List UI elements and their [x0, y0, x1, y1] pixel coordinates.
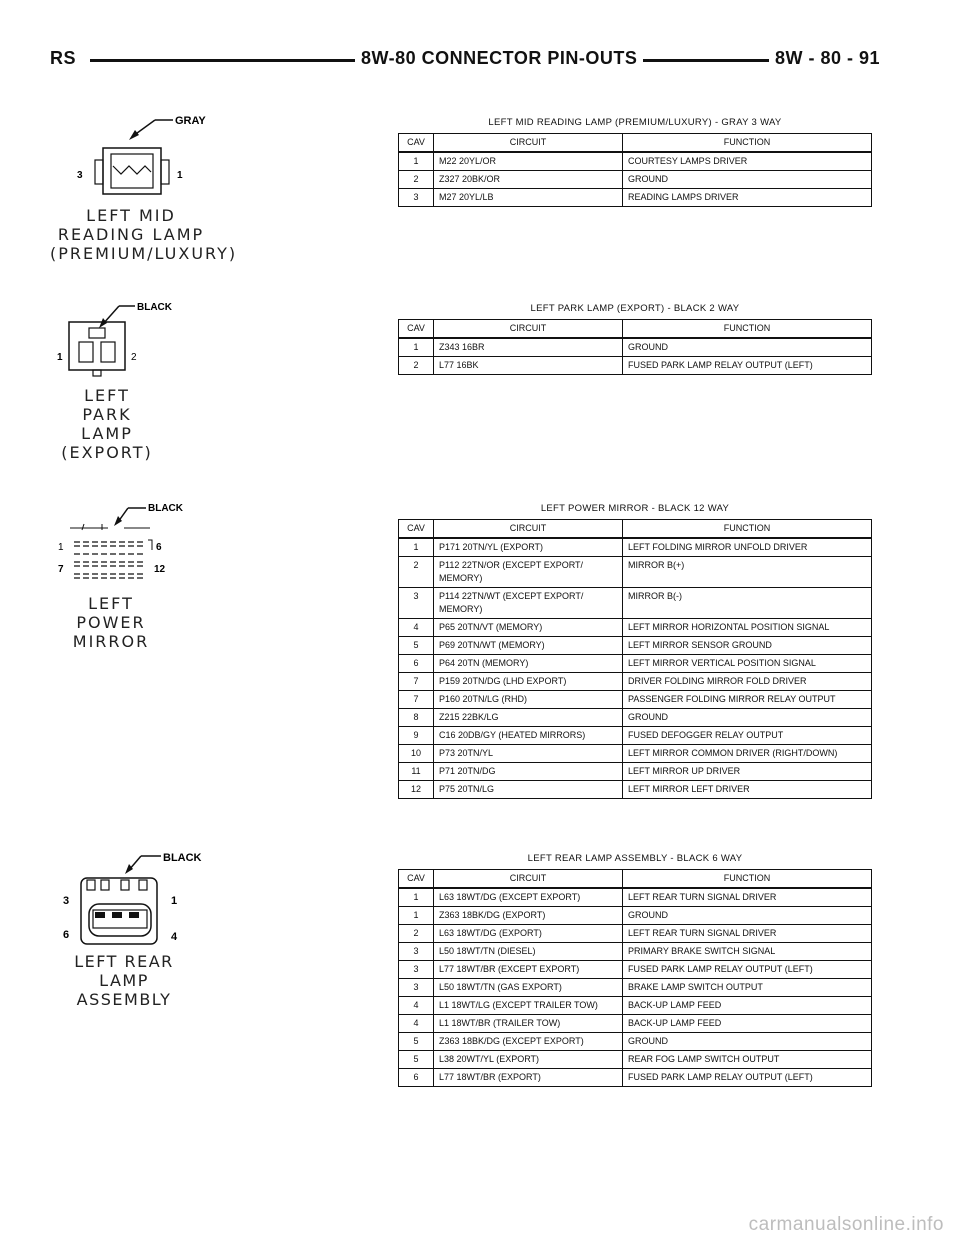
cavity-cell: 3: [399, 979, 434, 997]
table-row: [399, 709, 872, 727]
table-row: [399, 1033, 872, 1051]
function-cell: LEFT MIRROR HORIZONTAL POSITION SIGNAL: [623, 619, 872, 637]
pin-label-bottom-right: 12: [154, 564, 166, 575]
pin-label-top-left: 3: [63, 895, 70, 907]
cavity-cell: 5: [399, 1033, 434, 1051]
cavity-cell: 6: [399, 1069, 434, 1087]
circuit-cell: Z215 22BK/LG: [434, 709, 623, 727]
cavity-cell: 5: [399, 1051, 434, 1069]
pinout-table-rear-lamp: [398, 853, 872, 1087]
circuit-cell: Z343 16BR: [434, 338, 623, 357]
table-row: [399, 338, 872, 357]
circuit-cell: P159 20TN/DG (LHD EXPORT): [434, 673, 623, 691]
table-row: [399, 745, 872, 763]
table-row: [399, 1051, 872, 1069]
circuit-cell: M27 20YL/LB: [434, 189, 623, 207]
table-title: LEFT REAR LAMP ASSEMBLY - BLACK 6 WAY: [527, 853, 743, 864]
column-header: FUNCTION: [623, 134, 872, 153]
pinout-table-power-mirror: [398, 503, 872, 799]
circuit-cell: Z327 20BK/OR: [434, 171, 623, 189]
circuit-cell: L50 18WT/TN (DIESEL): [434, 943, 623, 961]
circuit-cell: Z363 18BK/DG (EXPORT): [434, 907, 623, 925]
cavity-cell: 11: [399, 763, 434, 781]
table-row: [399, 1015, 872, 1033]
pin-label-bottom-right: 4: [171, 931, 178, 943]
function-cell: COURTESY LAMPS DRIVER: [623, 152, 872, 171]
circuit-cell: C16 20DB/GY (HEATED MIRRORS): [434, 727, 623, 745]
column-header: CAV: [399, 520, 434, 539]
table-row: [399, 961, 872, 979]
circuit-cell: P64 20TN (MEMORY): [434, 655, 623, 673]
function-cell: PASSENGER FOLDING MIRROR RELAY OUTPUT: [623, 691, 872, 709]
column-header: FUNCTION: [623, 870, 872, 889]
cavity-cell: 2: [399, 925, 434, 943]
table-row: [399, 763, 872, 781]
function-cell: LEFT MIRROR UP DRIVER: [623, 763, 872, 781]
cavity-cell: 4: [399, 619, 434, 637]
function-cell: LEFT MIRROR LEFT DRIVER: [623, 781, 872, 799]
table-row: [399, 691, 872, 709]
table-row: [399, 637, 872, 655]
cavity-cell: 1: [399, 907, 434, 925]
circuit-cell: L1 18WT/BR (TRAILER TOW): [434, 1015, 623, 1033]
function-cell: LEFT MIRROR VERTICAL POSITION SIGNAL: [623, 655, 872, 673]
cavity-cell: 1: [399, 338, 434, 357]
pinout-table-park-lamp: [398, 303, 872, 375]
table-header-row: [399, 870, 872, 889]
cavity-cell: 12: [399, 781, 434, 799]
function-cell: FUSED DEFOGGER RELAY OUTPUT: [623, 727, 872, 745]
table-row: [399, 997, 872, 1015]
connector-diagram-power-mirror: [52, 498, 192, 588]
connector-caption-park-lamp: LEFT PARK LAMP (EXPORT): [61, 386, 153, 462]
table-header-row: [399, 134, 872, 153]
cavity-cell: 5: [399, 637, 434, 655]
circuit-cell: P112 22TN/OR (EXCEPT EXPORT/ MEMORY): [434, 557, 623, 588]
function-cell: GROUND: [623, 907, 872, 925]
connector-caption-reading-lamp: LEFT MID READING LAMP (PREMIUM/LUXURY): [50, 206, 238, 263]
cavity-cell: 6: [399, 655, 434, 673]
circuit-cell: L77 18WT/BR (EXPORT): [434, 1069, 623, 1087]
pinout-table: [398, 869, 872, 1087]
cavity-cell: 2: [399, 357, 434, 375]
function-cell: DRIVER FOLDING MIRROR FOLD DRIVER: [623, 673, 872, 691]
function-cell: LEFT MIRROR COMMON DRIVER (RIGHT/DOWN): [623, 745, 872, 763]
function-cell: REAR FOG LAMP SWITCH OUTPUT: [623, 1051, 872, 1069]
table-row: [399, 655, 872, 673]
pin-label-left: 1: [57, 352, 63, 363]
table-header-row: [399, 320, 872, 339]
table-row: [399, 189, 872, 207]
cavity-cell: 1: [399, 152, 434, 171]
cavity-cell: 3: [399, 961, 434, 979]
cavity-cell: 7: [399, 673, 434, 691]
watermark: carmanualsonline.info: [748, 1214, 944, 1235]
cavity-cell: 3: [399, 189, 434, 207]
cavity-cell: 4: [399, 997, 434, 1015]
page-header: [50, 44, 880, 72]
table-row: [399, 1069, 872, 1087]
pinout-table: [398, 133, 872, 207]
function-cell: GROUND: [623, 1033, 872, 1051]
circuit-cell: M22 20YL/OR: [434, 152, 623, 171]
connector-diagram-rear-lamp: [55, 848, 215, 948]
connector-caption-power-mirror: LEFT POWER MIRROR: [72, 594, 150, 651]
circuit-cell: L38 20WT/YL (EXPORT): [434, 1051, 623, 1069]
pinout-table: [398, 319, 872, 375]
column-header: CAV: [399, 134, 434, 153]
column-header: FUNCTION: [623, 320, 872, 339]
connector-diagram-park-lamp: [55, 298, 195, 378]
header-left: RS: [44, 48, 82, 69]
cavity-cell: 10: [399, 745, 434, 763]
table-row: [399, 673, 872, 691]
cavity-cell: 8: [399, 709, 434, 727]
table-row: [399, 925, 872, 943]
function-cell: MIRROR B(-): [623, 588, 872, 619]
color-label: GRAY: [175, 115, 206, 127]
color-label: BLACK: [137, 302, 172, 313]
circuit-cell: Z363 18BK/DG (EXCEPT EXPORT): [434, 1033, 623, 1051]
pin-label-bottom-left: 6: [63, 929, 70, 941]
pin-label-right: 2: [131, 352, 137, 363]
table-row: [399, 557, 872, 588]
circuit-cell: P71 20TN/DG: [434, 763, 623, 781]
column-header: CIRCUIT: [434, 870, 623, 889]
column-header: CIRCUIT: [434, 520, 623, 539]
function-cell: LEFT FOLDING MIRROR UNFOLD DRIVER: [623, 538, 872, 557]
pin-label-top-right: 1: [171, 895, 178, 907]
circuit-cell: P65 20TN/VT (MEMORY): [434, 619, 623, 637]
table-title: LEFT POWER MIRROR - BLACK 12 WAY: [540, 503, 730, 514]
circuit-cell: P160 20TN/LG (RHD): [434, 691, 623, 709]
table-title: LEFT MID READING LAMP (PREMIUM/LUXURY) - GRAY 3 WAY: [488, 117, 782, 128]
cavity-cell: 2: [399, 171, 434, 189]
table-row: [399, 538, 872, 557]
circuit-cell: P75 20TN/LG: [434, 781, 623, 799]
function-cell: GROUND: [623, 709, 872, 727]
cavity-cell: 1: [399, 538, 434, 557]
circuit-cell: L63 18WT/DG (EXPORT): [434, 925, 623, 943]
function-cell: FUSED PARK LAMP RELAY OUTPUT (LEFT): [623, 357, 872, 375]
function-cell: BACK-UP LAMP FEED: [623, 1015, 872, 1033]
cavity-cell: 2: [399, 557, 434, 588]
table-row: [399, 781, 872, 799]
column-header: FUNCTION: [623, 520, 872, 539]
circuit-cell: L77 16BK: [434, 357, 623, 375]
circuit-cell: L77 18WT/BR (EXCEPT EXPORT): [434, 961, 623, 979]
color-label: BLACK: [148, 503, 183, 514]
circuit-cell: L63 18WT/DG (EXCEPT EXPORT): [434, 888, 623, 907]
function-cell: READING LAMPS DRIVER: [623, 189, 872, 207]
table-header-row: [399, 520, 872, 539]
column-header: CIRCUIT: [434, 320, 623, 339]
table-row: [399, 171, 872, 189]
pin-label-right: 1: [177, 170, 183, 181]
function-cell: LEFT REAR TURN SIGNAL DRIVER: [623, 888, 872, 907]
circuit-cell: L1 18WT/LG (EXCEPT TRAILER TOW): [434, 997, 623, 1015]
circuit-cell: P69 20TN/WT (MEMORY): [434, 637, 623, 655]
function-cell: BACK-UP LAMP FEED: [623, 997, 872, 1015]
table-row: [399, 152, 872, 171]
function-cell: LEFT REAR TURN SIGNAL DRIVER: [623, 925, 872, 943]
table-row: [399, 619, 872, 637]
pin-label-bottom-left: 7: [58, 564, 64, 575]
function-cell: PRIMARY BRAKE SWITCH SIGNAL: [623, 943, 872, 961]
cavity-cell: 4: [399, 1015, 434, 1033]
connector-caption-rear-lamp: LEFT REAR LAMP ASSEMBLY: [74, 952, 174, 1009]
color-label: BLACK: [163, 852, 202, 864]
cavity-cell: 3: [399, 943, 434, 961]
column-header: CIRCUIT: [434, 134, 623, 153]
table-row: [399, 357, 872, 375]
pin-label-top-left: 1: [58, 542, 64, 553]
table-row: [399, 588, 872, 619]
function-cell: MIRROR B(+): [623, 557, 872, 588]
table-row: [399, 979, 872, 997]
header-page-number: 8W - 80 - 91: [769, 48, 886, 69]
table-row: [399, 943, 872, 961]
connector-diagram-reading-lamp: [55, 108, 215, 208]
cavity-cell: 9: [399, 727, 434, 745]
table-row: [399, 888, 872, 907]
function-cell: GROUND: [623, 338, 872, 357]
column-header: CAV: [399, 320, 434, 339]
table-row: [399, 907, 872, 925]
function-cell: GROUND: [623, 171, 872, 189]
pinout-table: [398, 519, 872, 799]
table-row: [399, 727, 872, 745]
column-header: CAV: [399, 870, 434, 889]
pin-label-left: 3: [77, 170, 83, 181]
circuit-cell: P171 20TN/YL (EXPORT): [434, 538, 623, 557]
function-cell: BRAKE LAMP SWITCH OUTPUT: [623, 979, 872, 997]
function-cell: FUSED PARK LAMP RELAY OUTPUT (LEFT): [623, 1069, 872, 1087]
circuit-cell: P73 20TN/YL: [434, 745, 623, 763]
circuit-cell: P114 22TN/WT (EXCEPT EXPORT/ MEMORY): [434, 588, 623, 619]
function-cell: LEFT MIRROR SENSOR GROUND: [623, 637, 872, 655]
cavity-cell: 1: [399, 888, 434, 907]
header-title: 8W-80 CONNECTOR PIN-OUTS: [355, 48, 643, 69]
circuit-cell: L50 18WT/TN (GAS EXPORT): [434, 979, 623, 997]
cavity-cell: 7: [399, 691, 434, 709]
table-title: LEFT PARK LAMP (EXPORT) - BLACK 2 WAY: [530, 303, 740, 314]
pin-label-top-right: 6: [156, 542, 162, 553]
cavity-cell: 3: [399, 588, 434, 619]
function-cell: FUSED PARK LAMP RELAY OUTPUT (LEFT): [623, 961, 872, 979]
pinout-table-reading-lamp: [398, 117, 872, 207]
